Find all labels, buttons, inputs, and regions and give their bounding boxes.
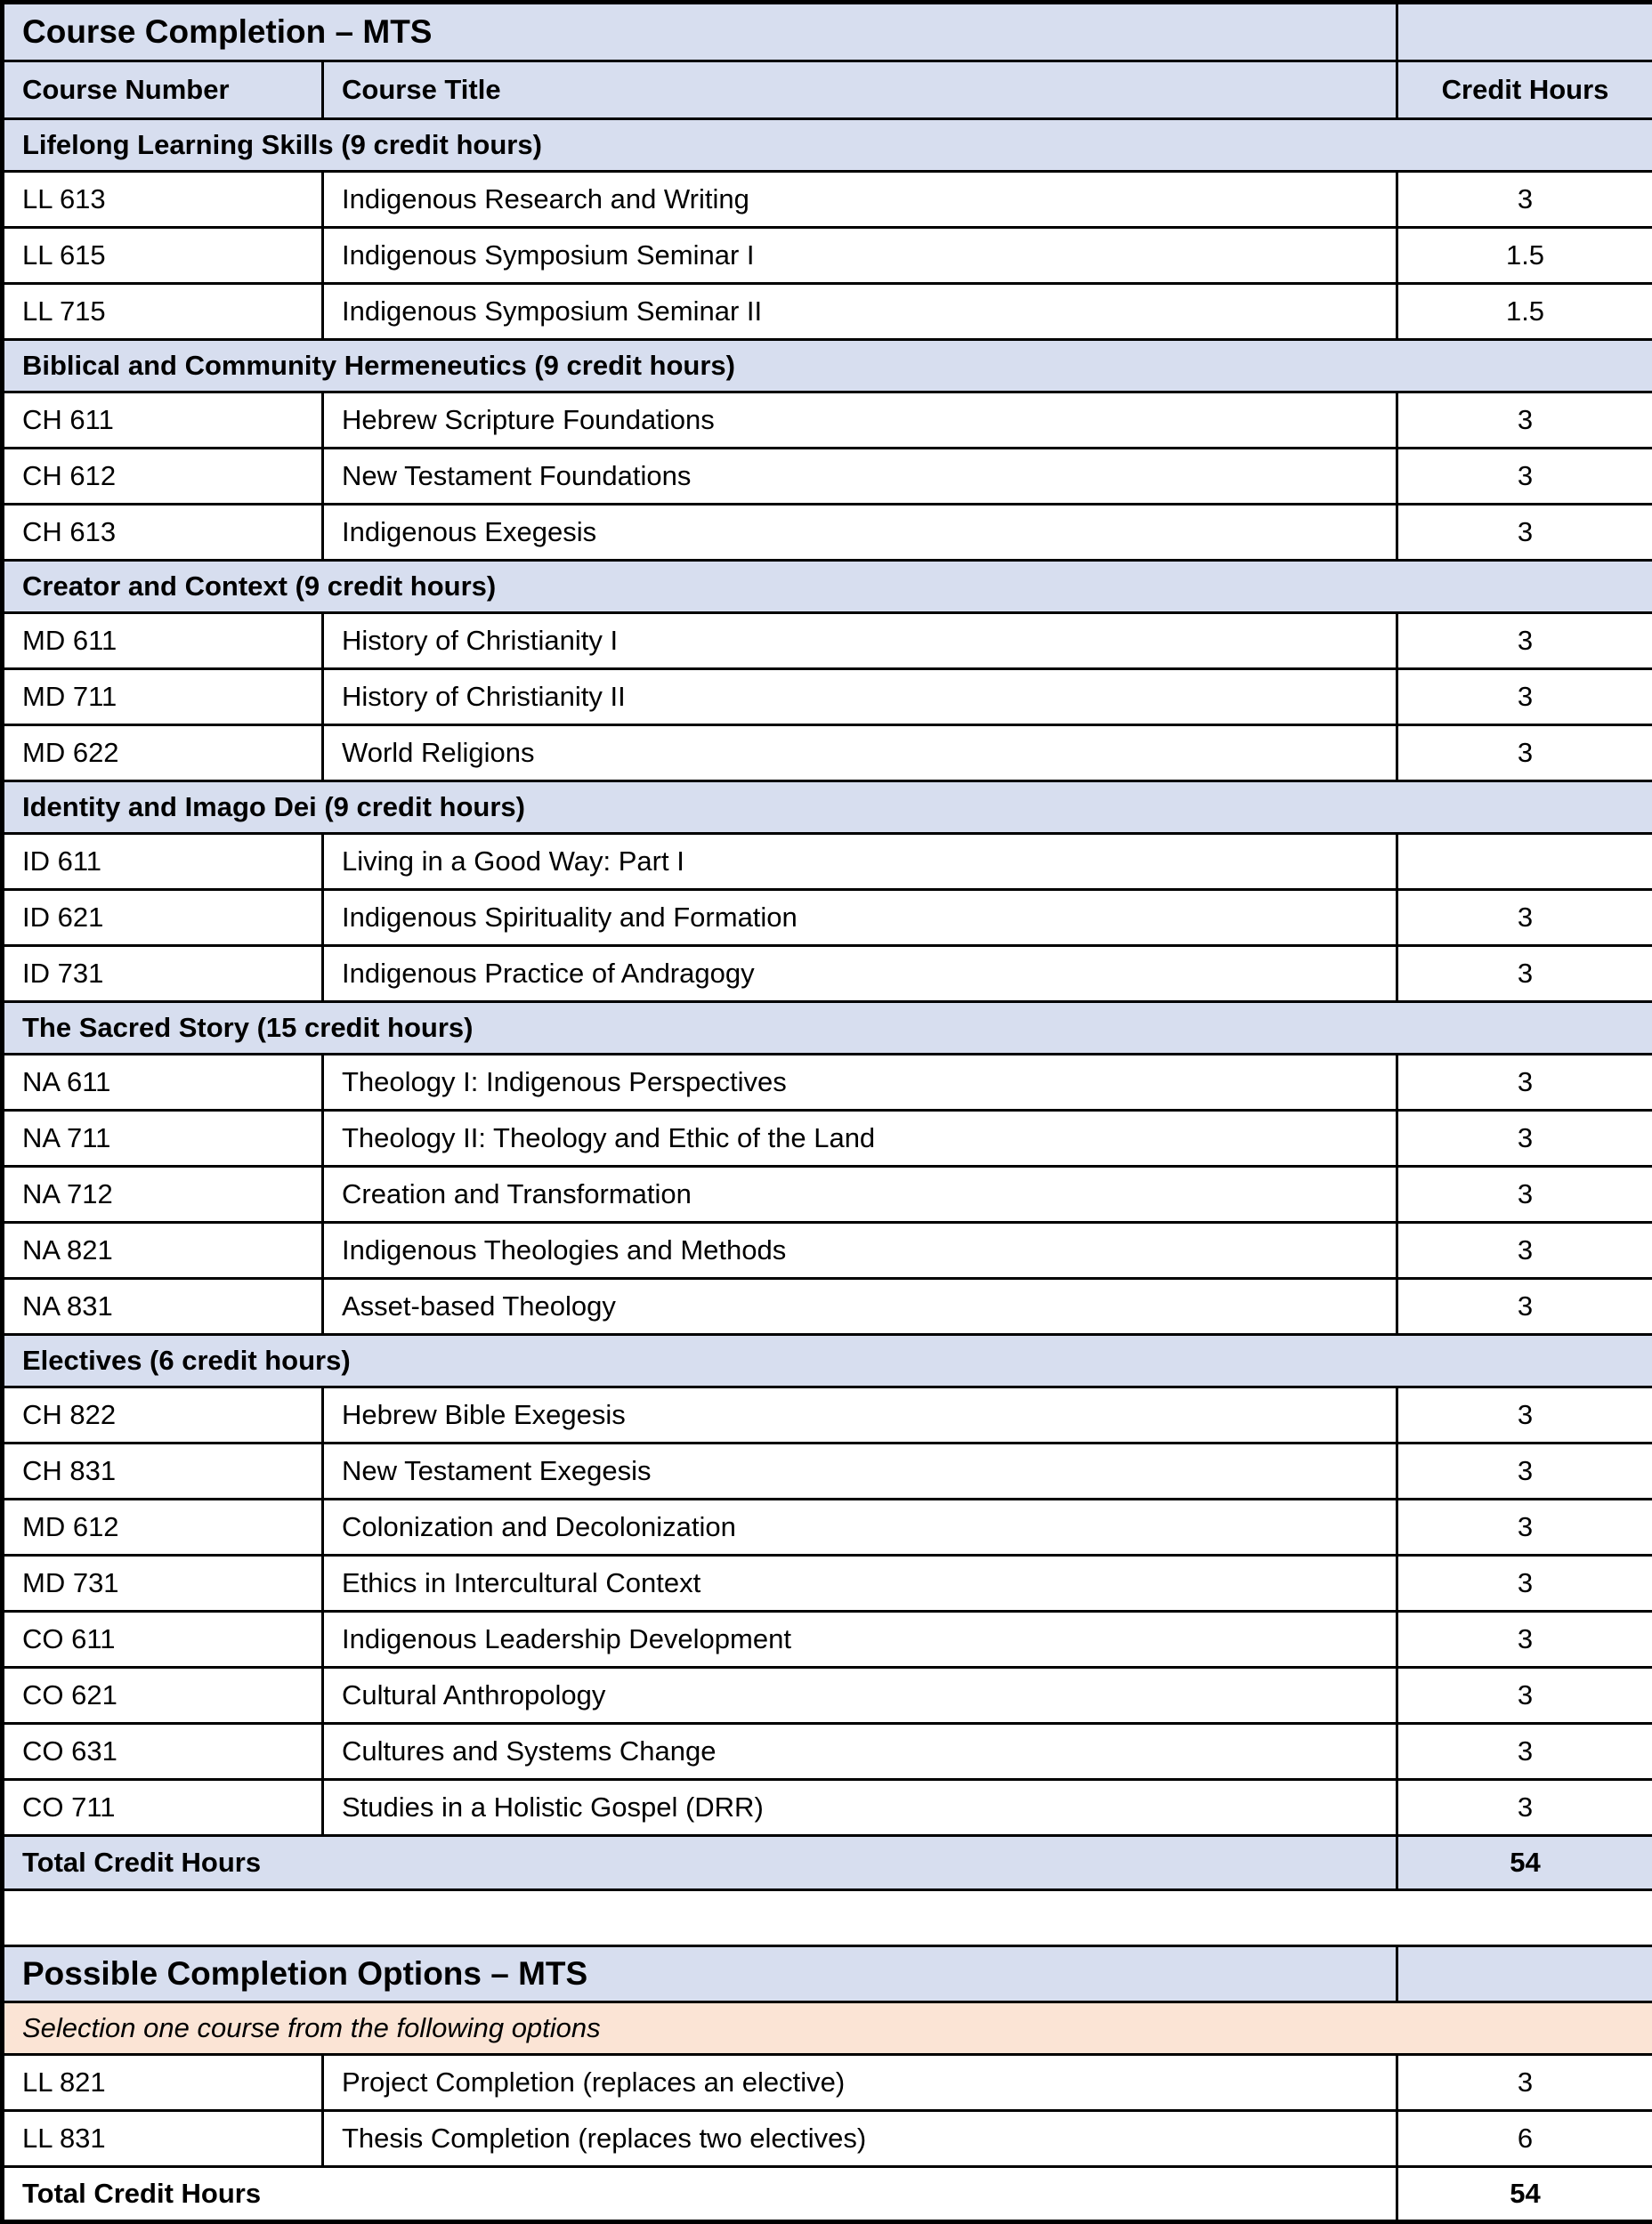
- course-title-cell: Ethics in Intercultural Context: [323, 1556, 1397, 1612]
- course-row: [3, 2111, 1652, 2167]
- course-title-cell: Project Completion (replaces an elective): [323, 2055, 1397, 2111]
- subtable-title-row: [3, 1946, 1652, 2002]
- course-row: [3, 1724, 1652, 1780]
- course-title-cell: Indigenous Exegesis: [323, 505, 1397, 561]
- course-title-cell: Studies in a Holistic Gospel (DRR): [323, 1780, 1397, 1836]
- course-title-cell: Cultural Anthropology: [323, 1668, 1397, 1724]
- course-title-cell: Hebrew Bible Exegesis: [323, 1387, 1397, 1444]
- section-header-row: [3, 561, 1652, 613]
- course-title-cell: Hebrew Scripture Foundations: [323, 392, 1397, 449]
- course-number-cell: CH 612: [3, 449, 323, 505]
- course-row: [3, 1444, 1652, 1500]
- course-number-cell: MD 611: [3, 613, 323, 669]
- course-row: [3, 1780, 1652, 1836]
- credit-hours-cell: 3: [1397, 1279, 1652, 1335]
- course-title-cell: Indigenous Leadership Development: [323, 1612, 1397, 1668]
- course-row: [3, 505, 1652, 561]
- course-number-cell: NA 821: [3, 1223, 323, 1279]
- credit-hours-cell: 3: [1397, 2055, 1652, 2111]
- course-row: [3, 1055, 1652, 1111]
- course-title-cell: Indigenous Symposium Seminar I: [323, 228, 1397, 284]
- section-header-label: The Sacred Story (15 credit hours): [3, 1002, 1652, 1055]
- course-row: [3, 946, 1652, 1002]
- course-row: [3, 2055, 1652, 2111]
- course-number-cell: MD 612: [3, 1500, 323, 1556]
- total-label-cell: Total Credit Hours: [3, 2167, 1397, 2222]
- course-title-cell: Indigenous Symposium Seminar II: [323, 284, 1397, 340]
- credit-hours-cell: 3: [1397, 1167, 1652, 1223]
- total-credit-hours-row: [3, 2167, 1652, 2222]
- subtable-title: Possible Completion Options – MTS: [3, 1946, 1397, 2002]
- page-title: Course Completion – MTS: [3, 3, 1397, 61]
- course-number-cell: ID 731: [3, 946, 323, 1002]
- course-row: [3, 449, 1652, 505]
- course-row: [3, 890, 1652, 946]
- course-number-cell: LL 831: [3, 2111, 323, 2167]
- credit-hours-cell: 3: [1397, 725, 1652, 781]
- credit-hours-cell: 3: [1397, 669, 1652, 725]
- course-row: [3, 834, 1652, 890]
- course-number-cell: CH 822: [3, 1387, 323, 1444]
- credit-hours-cell: 3: [1397, 449, 1652, 505]
- course-row: [3, 172, 1652, 228]
- credit-hours-cell: 3: [1397, 1111, 1652, 1167]
- credit-hours-cell: 3: [1397, 1223, 1652, 1279]
- course-title-cell: Indigenous Theologies and Methods: [323, 1223, 1397, 1279]
- course-row: [3, 613, 1652, 669]
- credit-hours-cell: 3: [1397, 1780, 1652, 1836]
- credit-hours-cell: 3: [1397, 1387, 1652, 1444]
- credit-hours-cell: 6: [1397, 2111, 1652, 2167]
- credit-hours-cell: 3: [1397, 1500, 1652, 1556]
- credit-hours-cell: 3: [1397, 890, 1652, 946]
- course-row: [3, 725, 1652, 781]
- course-row: [3, 1668, 1652, 1724]
- course-row: [3, 1111, 1652, 1167]
- section-header-row: [3, 340, 1652, 392]
- subtable-title-empty-cell: [1397, 1946, 1652, 2002]
- course-row: [3, 1223, 1652, 1279]
- course-number-cell: NA 611: [3, 1055, 323, 1111]
- course-number-cell: LL 613: [3, 172, 323, 228]
- course-title-cell: New Testament Exegesis: [323, 1444, 1397, 1500]
- course-number-cell: NA 831: [3, 1279, 323, 1335]
- credit-hours-cell: 3: [1397, 1612, 1652, 1668]
- course-number-cell: MD 731: [3, 1556, 323, 1612]
- total-value-cell: 54: [1397, 2167, 1652, 2222]
- course-number-cell: CO 611: [3, 1612, 323, 1668]
- credit-hours-cell: [1397, 834, 1652, 890]
- course-number-cell: LL 821: [3, 2055, 323, 2111]
- section-header-row: [3, 1002, 1652, 1055]
- section-header-row: [3, 1335, 1652, 1387]
- course-title-cell: Creation and Transformation: [323, 1167, 1397, 1223]
- course-row: [3, 1387, 1652, 1444]
- credit-hours-cell: 3: [1397, 613, 1652, 669]
- course-title-cell: New Testament Foundations: [323, 449, 1397, 505]
- spacer-row: [3, 1890, 1652, 1946]
- column-header-row: [3, 61, 1652, 119]
- course-number-cell: CO 711: [3, 1780, 323, 1836]
- total-value-cell: 54: [1397, 1836, 1652, 1890]
- section-header-label: Lifelong Learning Skills (9 credit hours): [3, 119, 1652, 172]
- course-number-cell: CH 613: [3, 505, 323, 561]
- course-number-cell: ID 611: [3, 834, 323, 890]
- total-credit-hours-row: [3, 1836, 1652, 1890]
- course-row: [3, 1167, 1652, 1223]
- credit-hours-cell: 3: [1397, 1055, 1652, 1111]
- course-title-cell: Theology I: Indigenous Perspectives: [323, 1055, 1397, 1111]
- course-number-cell: LL 615: [3, 228, 323, 284]
- course-title-cell: Theology II: Theology and Ethic of the Land: [323, 1111, 1397, 1167]
- course-number-cell: CO 621: [3, 1668, 323, 1724]
- course-title-cell: Indigenous Spirituality and Formation: [323, 890, 1397, 946]
- section-header-row: [3, 781, 1652, 834]
- credit-hours-cell: 1.5: [1397, 284, 1652, 340]
- table-title-row: [3, 3, 1652, 61]
- title-row-empty-cell: [1397, 3, 1652, 61]
- course-title-cell: Indigenous Practice of Andragogy: [323, 946, 1397, 1002]
- course-number-cell: LL 715: [3, 284, 323, 340]
- column-header-course-title: Course Title: [323, 61, 1397, 119]
- section-header-label: Identity and Imago Dei (9 credit hours): [3, 781, 1652, 834]
- section-header-label: Biblical and Community Hermeneutics (9 credit hours): [3, 340, 1652, 392]
- course-title-cell: Asset-based Theology: [323, 1279, 1397, 1335]
- course-row: [3, 228, 1652, 284]
- selection-note-label: Selection one course from the following options: [3, 2002, 1652, 2055]
- course-row: [3, 1500, 1652, 1556]
- credit-hours-cell: 1.5: [1397, 228, 1652, 284]
- course-row: [3, 1279, 1652, 1335]
- course-row: [3, 284, 1652, 340]
- course-title-cell: Cultures and Systems Change: [323, 1724, 1397, 1780]
- credit-hours-cell: 3: [1397, 1556, 1652, 1612]
- course-number-cell: CH 611: [3, 392, 323, 449]
- course-title-cell: Thesis Completion (replaces two electives): [323, 2111, 1397, 2167]
- course-number-cell: CO 631: [3, 1724, 323, 1780]
- course-title-cell: Indigenous Research and Writing: [323, 172, 1397, 228]
- column-header-course-number: Course Number: [3, 61, 323, 119]
- section-header-label: Creator and Context (9 credit hours): [3, 561, 1652, 613]
- course-row: [3, 669, 1652, 725]
- section-header-row: [3, 119, 1652, 172]
- selection-note-row: [3, 2002, 1652, 2055]
- course-title-cell: History of Christianity I: [323, 613, 1397, 669]
- course-number-cell: CH 831: [3, 1444, 323, 1500]
- course-title-cell: History of Christianity II: [323, 669, 1397, 725]
- spacer-cell: [3, 1890, 1652, 1946]
- course-number-cell: MD 622: [3, 725, 323, 781]
- course-row: [3, 1556, 1652, 1612]
- credit-hours-cell: 3: [1397, 172, 1652, 228]
- course-title-cell: Colonization and Decolonization: [323, 1500, 1397, 1556]
- credit-hours-cell: 3: [1397, 1444, 1652, 1500]
- course-number-cell: ID 621: [3, 890, 323, 946]
- credit-hours-cell: 3: [1397, 1668, 1652, 1724]
- total-label-cell: Total Credit Hours: [3, 1836, 1397, 1890]
- course-row: [3, 392, 1652, 449]
- section-header-label: Electives (6 credit hours): [3, 1335, 1652, 1387]
- credit-hours-cell: 3: [1397, 505, 1652, 561]
- course-number-cell: MD 711: [3, 669, 323, 725]
- column-header-credit-hours: Credit Hours: [1397, 61, 1652, 119]
- course-number-cell: NA 712: [3, 1167, 323, 1223]
- credit-hours-cell: 3: [1397, 392, 1652, 449]
- course-number-cell: NA 711: [3, 1111, 323, 1167]
- credit-hours-cell: 3: [1397, 1724, 1652, 1780]
- course-row: [3, 1612, 1652, 1668]
- course-title-cell: Living in a Good Way: Part I: [323, 834, 1397, 890]
- credit-hours-cell: 3: [1397, 946, 1652, 1002]
- course-title-cell: World Religions: [323, 725, 1397, 781]
